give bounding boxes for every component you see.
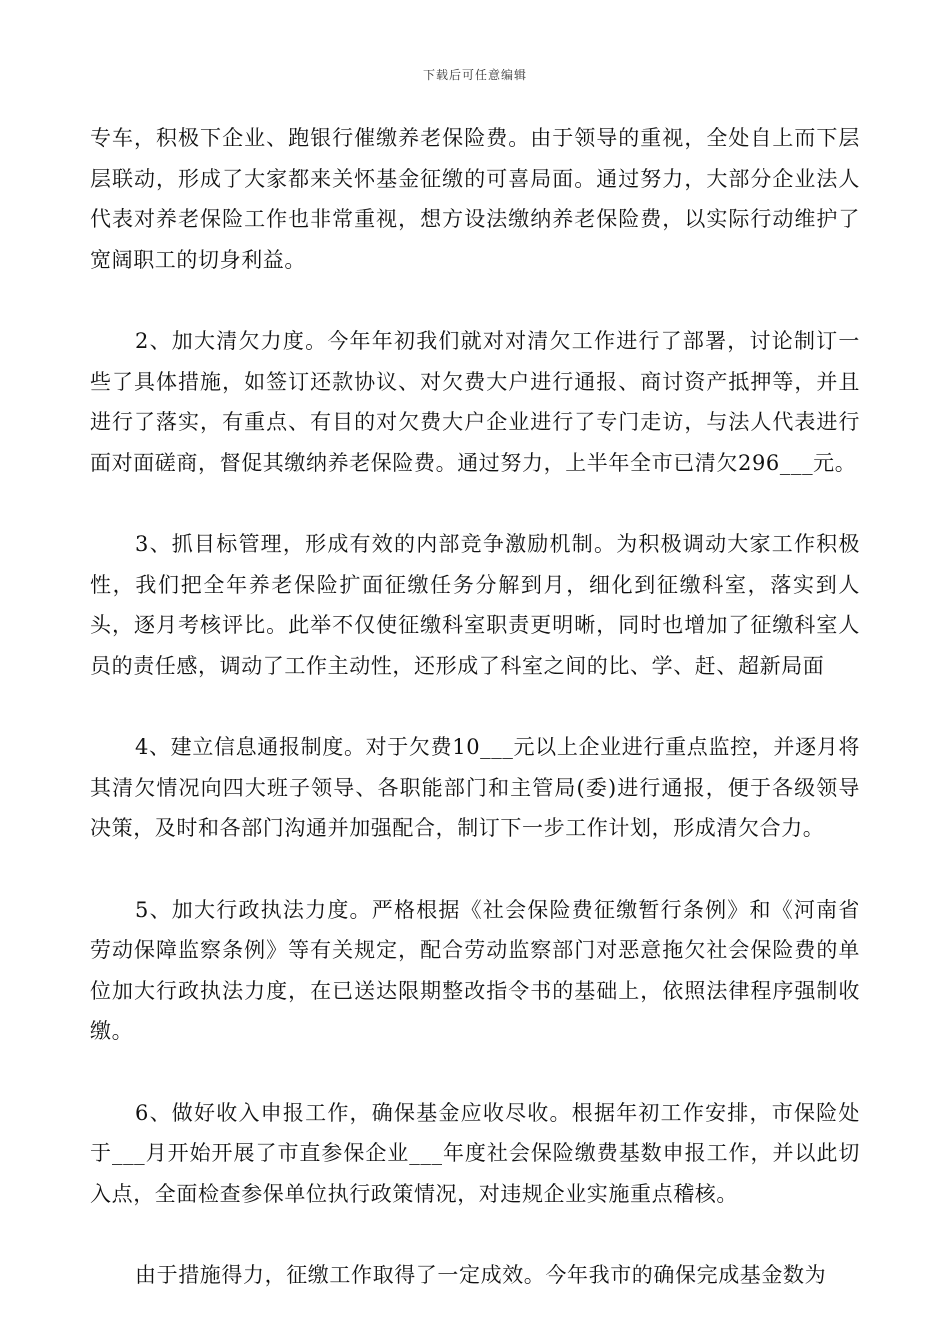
paragraph-continuation: 专车，积极下企业、跑银行催缴养老保险费。由于领导的重视，全处自上而下层层联动，形成了大家都来关怀基金征缴的可喜局面。通过努力，大部分企业法人代表对养老保险工作也非常重视，想方设法缴纳养老保险费，以实际行动维护了宽阔职工的切身利益。: [90, 126, 860, 272]
paragraph-item-4: 4、建立信息通报制度。对于欠费10___元以上企业进行重点监控，并逐月将其清欠情况向四大班子领导、各职能部门和主管局(委)进行通报，便于各级领导决策，及时和各部门沟通并加强配合，制订下一步工作计划，形成清欠合力。: [90, 735, 860, 840]
paragraph-item-3: 3、抓目标管理，形成有效的内部竞争激励机制。为积极调动大家工作积极性，我们把全年养老保险扩面征缴任务分解到月，细化到征缴科室，落实到人头，逐月考核评比。此举不仅使征缴科室职责更明晰，同时也增加了征缴科室人员的责任感，调动了工作主动性，还形成了科室之间的比、学、赶、超新局面: [90, 532, 860, 678]
paragraph-item-6: 6、做好收入申报工作，确保基金应收尽收。根据年初工作安排，市保险处于___月开始开展了市直参保企业___年度社会保险缴费基数申报工作，并以此切入点，全面检查参保单位执行政策情况，对违规企业实施重点稽核。: [90, 1100, 860, 1206]
paragraph-summary: 由于措施得力，征缴工作取得了一定成效。今年我市的确保完成基金数为: [135, 1263, 827, 1287]
document-body: [90, 118, 860, 1296]
paragraph-item-5: 5、加大行政执法力度。严格根据《社会保险费征缴暂行条例》和《河南省劳动保障监察条例》等有关规定，配合劳动监察部门对恶意拖欠社会保险费的单位加大行政执法力度，在已送达限期整改指令书的基础上，依照法律程序强制收缴。: [90, 897, 860, 1043]
paragraph-item-2: 2、加大清欠力度。今年年初我们就对对清欠工作进行了部署，讨论制订一些了具体措施，如签订还款协议、对欠费大户进行通报、商讨资产抵押等，并且进行了落实，有重点、有目的对欠费大户企业进行了专门走访，与法人代表进行面对面磋商，督促其缴纳养老保险费。通过努力，上半年全市已清欠296___元。: [90, 329, 860, 475]
page-header: 下载后可任意编辑: [422, 68, 527, 82]
